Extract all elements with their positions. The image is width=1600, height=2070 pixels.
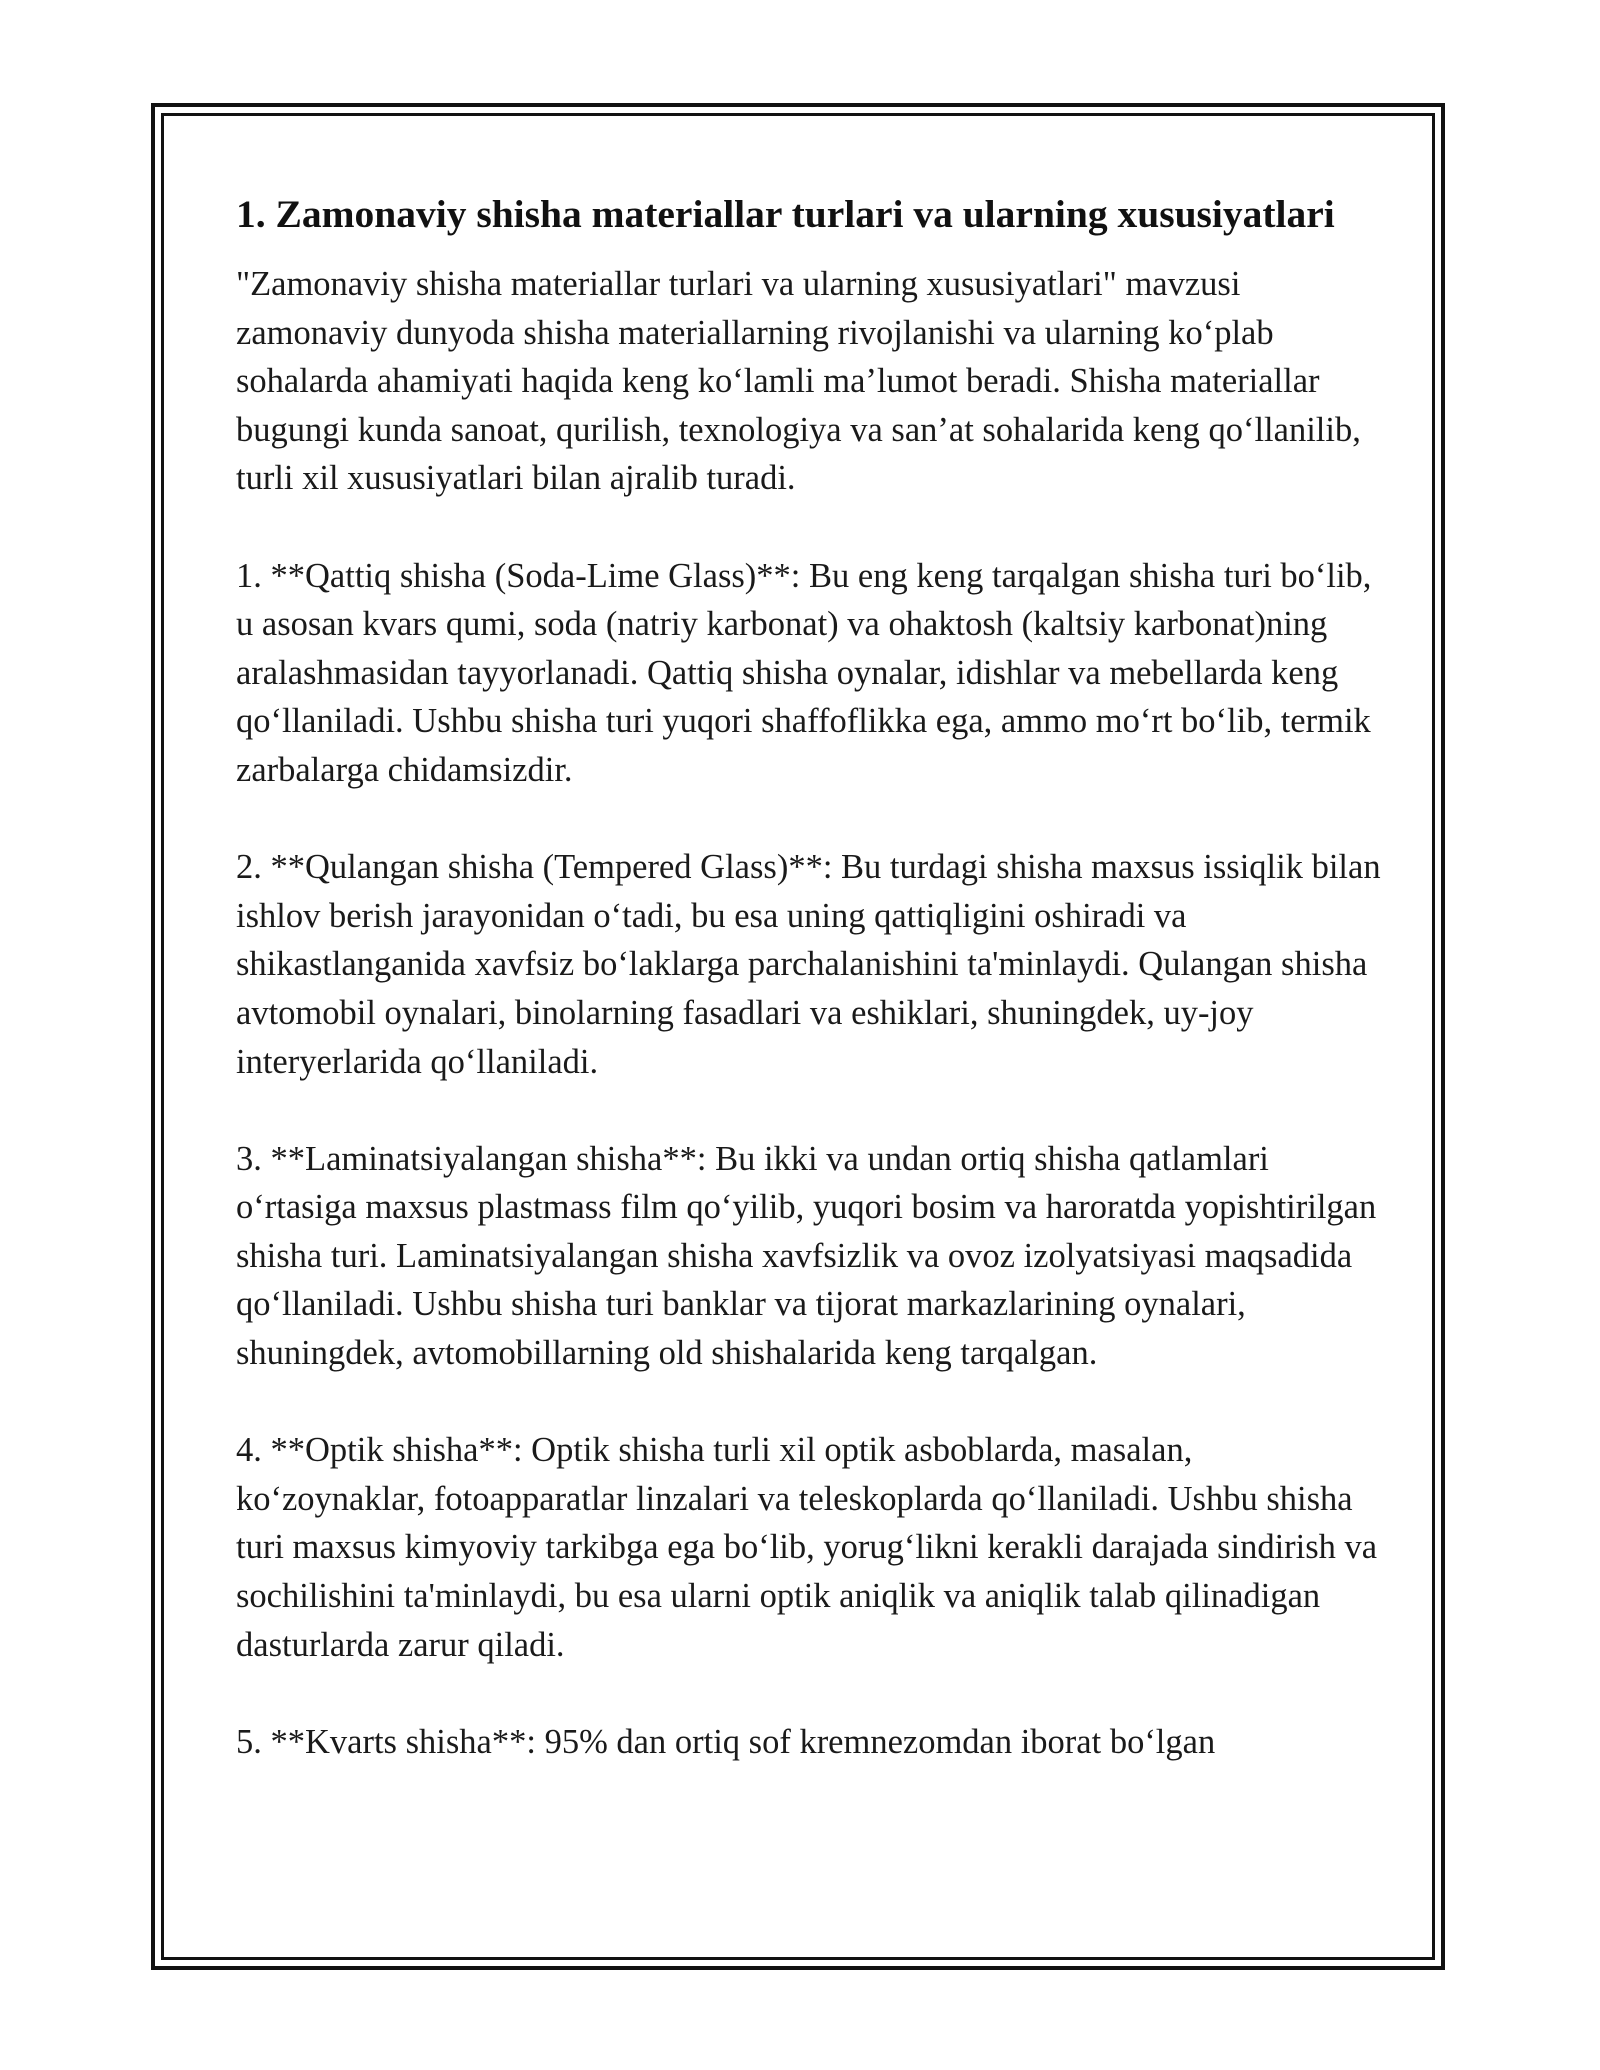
section-heading: 1. Zamonaviy shisha materiallar turlari va ularning xususiyatlari [236, 192, 1335, 236]
list-item-laminated-glass: 3. **Laminatsiyalangan shisha**: Bu ikki va undan ortiq shisha qatlamlari o‘rtasiga maxsus plastmass film qo‘yilib, yuqori bosim va haroratda yopishtirilgan shisha turi. Laminatsiyalangan shisha xavfsizlik va ovoz izolyatsiyasi maqsadida qo‘llaniladi. Ushbu shisha turi banklar va tijorat markazlarining oynalari, shuningdek, avtomobillarning old shishalarida keng tarqalgan. [236, 1139, 1377, 1373]
list-item-tempered-glass: 2. **Qulangan shisha (Tempered Glass)**: Bu turdagi shisha maxsus issiqlik bilan ishlov berish jarayonidan o‘tadi, bu esa uning qattiqligini oshiradi va shikastlanganida xavfsiz bo‘laklarga parchalanishini ta'minlaydi. Qulangan shisha avtomobil oynalari, binolarning fasadlari va eshiklari, shuningdek, uy-joy interyerlarida qo‘llaniladi. [236, 848, 1381, 1081]
intro-paragraph: "Zamonaviy shisha materiallar turlari va ularning xususiyatlari" mavzusi zamonaviy dunyoda shisha materiallarning rivojlanishi va ularning ko‘plab sohalarda ahamiyati haqida keng ko‘lamli ma’lumot beradi. Shisha materiallar bugungi kunda sanoat, qurilish, texnologiya va san’at sohalarida keng qo‘llanilib, turli xil xususiyatlari bilan ajralib turadi. [236, 265, 1361, 498]
list-item-soda-lime-glass: 1. **Qattiq shisha (Soda-Lime Glass)**: Bu eng keng tarqalgan shisha turi bo‘lib, u asosan kvars qumi, soda (natriy karbonat) va ohaktosh (kaltsiy karbonat)ning aralashmasidan tayyorlanadi. Qattiq shisha oynalar, idishlar va mebellarda keng qo‘llaniladi. Ushbu shisha turi yuqori shaffoflikka ega, ammo mo‘rt bo‘lib, termik zarbalarga chidamsizdir. [236, 556, 1372, 789]
list-item-quartz-glass: 5. **Kvarts shisha**: 95% dan ortiq sof kremnezomdan iborat bo‘lgan [236, 1722, 1216, 1761]
document-body [236, 186, 1381, 1815]
list-item-optical-glass: 4. **Optik shisha**: Optik shisha turli xil optik asboblarda, masalan, ko‘zoynaklar, fotoapparatlar linzalari va teleskoplarda qo‘llaniladi. Ushbu shisha turi maxsus kimyoviy tarkibga ega bo‘lib, yorug‘likni kerakli darajada sindirish va sochilishini ta'minlaydi, bu esa ularni optik aniqlik va aniqlik talab qilinadigan dasturlarda zarur qiladi. [236, 1431, 1378, 1664]
